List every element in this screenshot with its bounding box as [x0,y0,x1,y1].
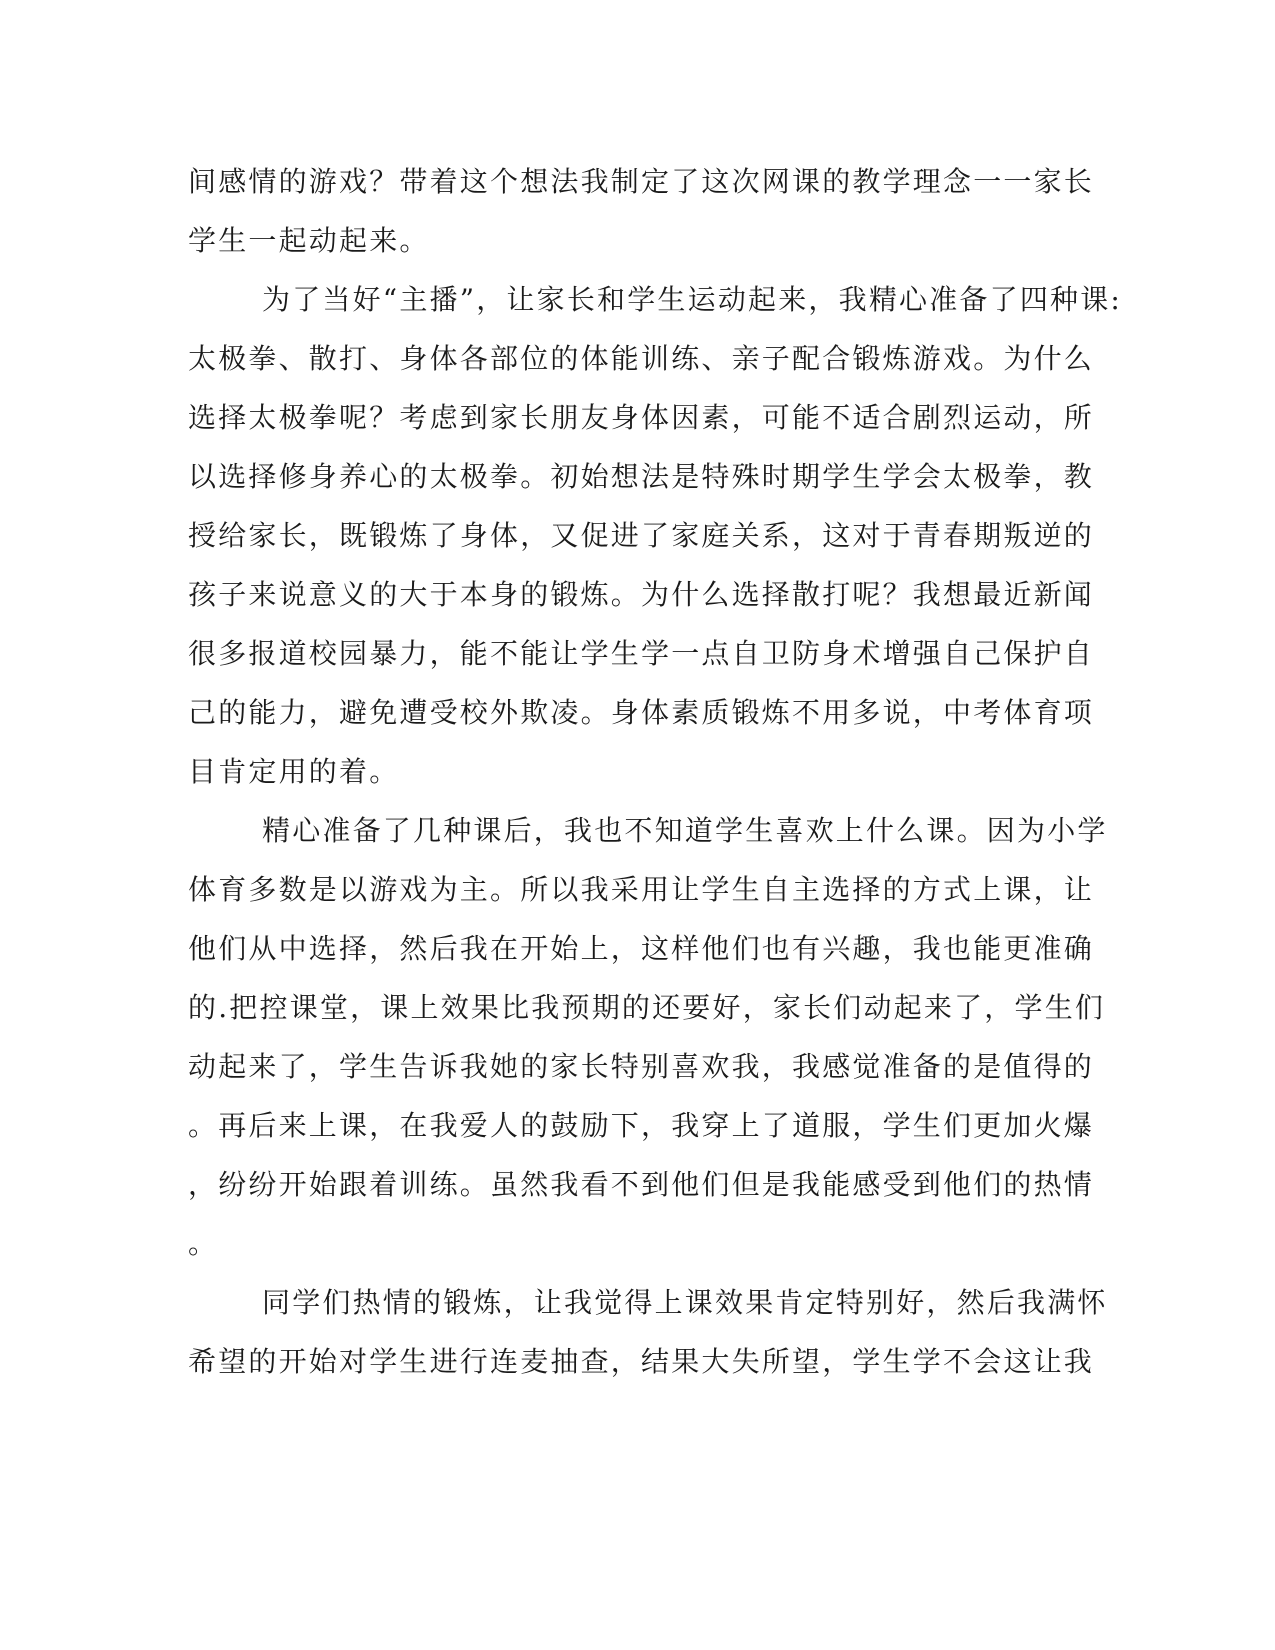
text-line: 他们从中选择，然后我在开始上，这样他们也有兴趣，我也能更准确 [188,932,1095,965]
paragraph-start-line: 精心准备了几种课后，我也不知道学生喜欢上什么课。因为小学 [262,814,1108,847]
text-line: 目肯定用的着。 [188,755,400,788]
text-line: 己的能力，避免遭受校外欺凌。身体素质锻炼不用多说，中考体育项 [188,696,1095,729]
paragraph-start-line: 为了当好“主播”，让家长和学生运动起来，我精心准备了四种课: [262,283,1123,316]
text-line: 学生一起动起来。 [188,224,430,257]
text-line: 很多报道校园暴力，能不能让学生学一点自卫防身术增强自己保护自 [188,637,1095,670]
text-line: 间感情的游戏？带着这个想法我制定了这次网课的教学理念一一家长 [188,165,1095,198]
text-line: 太极拳、散打、身体各部位的体能训练、亲子配合锻炼游戏。为什么 [188,342,1095,375]
text-line: 孩子来说意义的大于本身的锻炼。为什么选择散打呢？我想最近新闻 [188,578,1095,611]
text-line: ，纷纷开始跟着训练。虽然我看不到他们但是我能感受到他们的热情 [188,1168,1095,1201]
text-line: 动起来了，学生告诉我她的家长特别喜欢我，我感觉准备的是值得的 [188,1050,1095,1083]
text-line: 希望的开始对学生进行连麦抽查，结果大失所望，学生学不会这让我 [188,1345,1095,1378]
text-line: 以选择修身养心的太极拳。初始想法是特殊时期学生学会太极拳，教 [188,460,1095,493]
text-line: 。再后来上课，在我爱人的鼓励下，我穿上了道服，学生们更加火爆 [188,1109,1095,1142]
paragraph-start-line: 同学们热情的锻炼，让我觉得上课效果肯定特别好，然后我满怀 [262,1286,1108,1319]
text-line: 的.把控课堂，课上效果比我预期的还要好，家长们动起来了，学生们 [188,991,1106,1024]
text-line: 。 [188,1227,219,1260]
text-line: 体育多数是以游戏为主。所以我采用让学生自主选择的方式上课，让 [188,873,1095,906]
text-line: 授给家长，既锻炼了身体，又促进了家庭关系，这对于青春期叛逆的 [188,519,1095,552]
text-line: 选择太极拳呢？考虑到家长朋友身体因素，可能不适合剧烈运动，所 [188,401,1095,434]
